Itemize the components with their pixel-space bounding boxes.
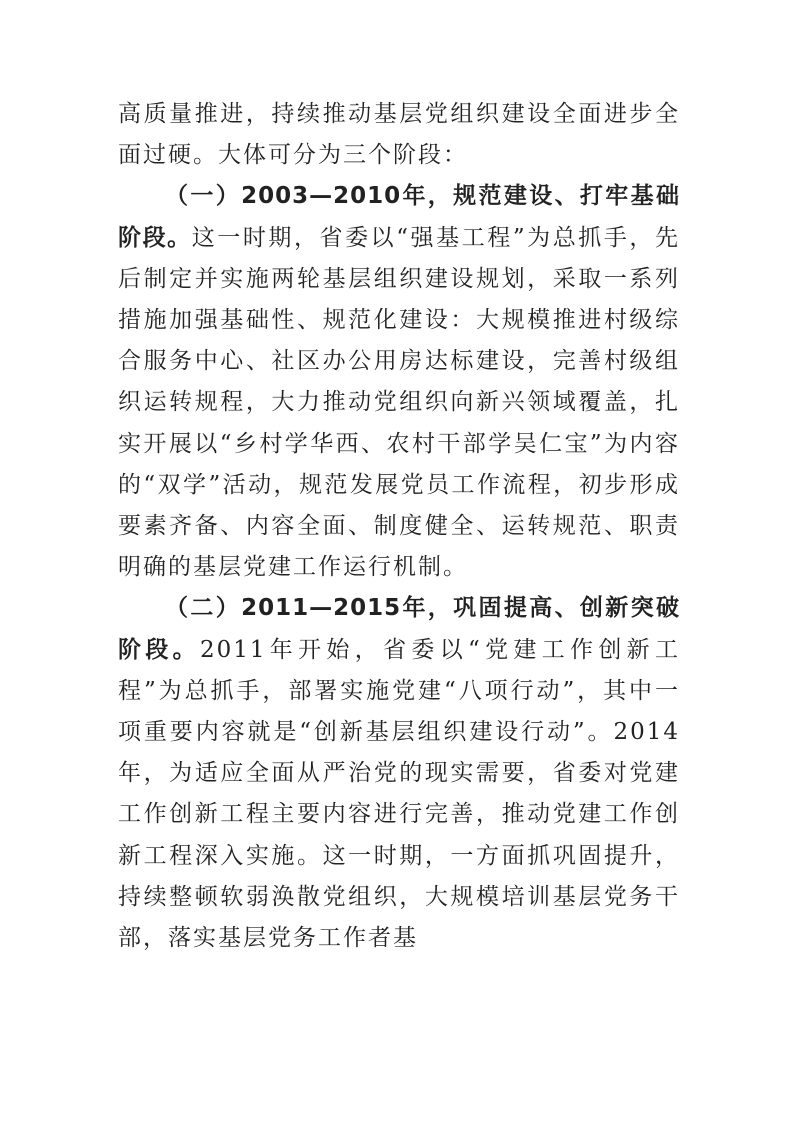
intro-paragraph-text: 高质量推进，持续推动基层党组织建设全面进步全面过硬。大体可分为三个阶段： <box>118 101 680 169</box>
stage-two-paragraph <box>118 588 680 959</box>
stage-two-body: 2011年开始，省委以“党建工作创新工程”为总抓手，部署实施党建“八项行动”，其中一项重要内容就是“创新基层组织建设行动”。2014年，为适应全面从严治党的现实需要，省委对党建工作创新工程主要内容进行完善，推动党建工作创新工程深入实施。这一时期，一方面抓巩固提升，持续整顿软弱涣散党组织，大规模培训基层党务干部，落实基层党务工作者基 <box>118 636 680 952</box>
stage-one-heading: （一）2003—2010年，规范建设、打牢基础阶段。 <box>118 183 680 251</box>
document-page <box>118 94 680 959</box>
stage-one-paragraph <box>118 176 680 588</box>
stage-one-body: 这一时期，省委以“强基工程”为总抓手，先后制定并实施两轮基层组织建设规划，采取一系列措施加强基础性、规范化建设：大规模推进村级综合服务中心、社区办公用房达标建设，完善村级组织运转规程，大力推动党组织向新兴领域覆盖，扎实开展以“乡村学华西、农村干部学吴仁宝”为内容的“双学”活动，规范发展党员工作流程，初步形成要素齐备、内容全面、制度健全、运转规范、职责明确的基层党建工作运行机制。 <box>118 224 680 581</box>
stage-two-heading: （二）2011—2015年，巩固提高、创新突破阶段。 <box>118 595 680 663</box>
intro-paragraph <box>118 94 680 176</box>
